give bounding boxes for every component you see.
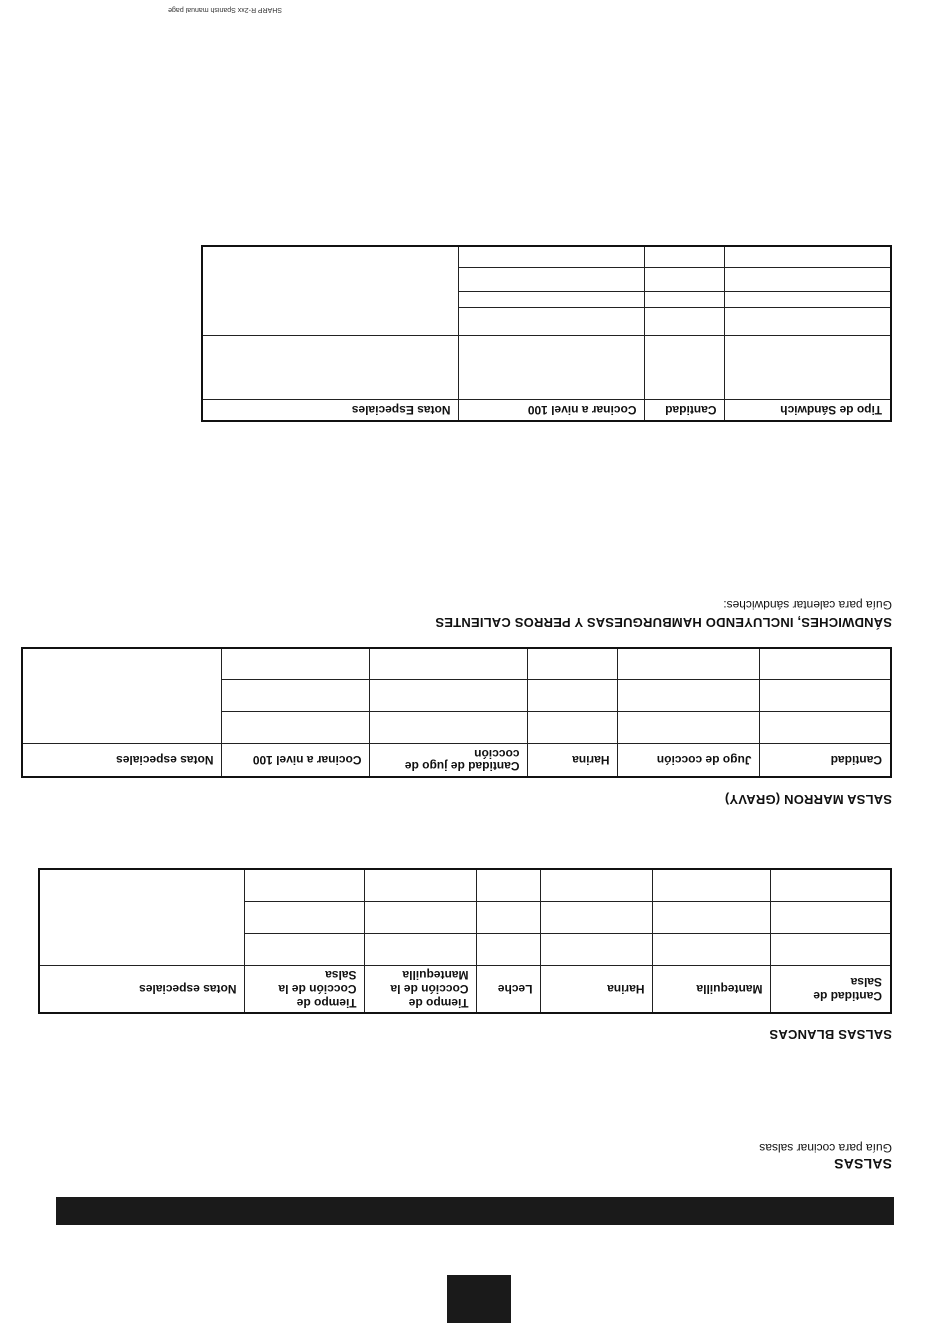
sandwiches-table (201, 245, 892, 422)
table-cell (618, 648, 760, 680)
col-header-tiempo-mantequilla: Tiempo de Cocción de la Mantequilla (365, 966, 477, 1014)
table-cell (365, 902, 477, 934)
col-header-tiempo-salsa: Tiempo de Cocción de la Salsa (245, 966, 365, 1014)
section-title-sandwiches: SÁNDWICHES, INCLUYENDO HAMBURGUESAS Y PERROS CALIENTES (435, 615, 892, 630)
notes-cell (202, 336, 459, 400)
salsa-marron-table (21, 647, 892, 778)
table-cell (459, 292, 645, 308)
table-row (202, 308, 891, 336)
col-header-leche: Leche (477, 966, 541, 1014)
col-header-harina: Harina (528, 744, 618, 777)
col-header-cantidad-jugo: Cantidad de jugo de cocción (370, 744, 528, 777)
table-cell (528, 712, 618, 744)
table-cell (725, 268, 891, 292)
table-cell (459, 246, 645, 268)
table-cell (653, 934, 771, 966)
table-cell (528, 648, 618, 680)
table-cell (477, 902, 541, 934)
col-header-cantidad-salsa: Cantidad de Salsa (771, 966, 891, 1014)
table-cell (653, 902, 771, 934)
header-bar (56, 1197, 894, 1225)
table-cell (760, 648, 891, 680)
table-cell (645, 246, 725, 268)
table-cell (725, 308, 891, 336)
col-header-jugo-coccion: Jugo de cocción (618, 744, 760, 777)
table-cell (541, 934, 653, 966)
table-header-row (202, 400, 891, 421)
notes-cell (202, 246, 459, 336)
table-cell (725, 336, 891, 400)
table-cell (459, 308, 645, 336)
table-cell (365, 934, 477, 966)
col-header-harina: Harina (541, 966, 653, 1014)
table-cell (725, 246, 891, 268)
col-header-tipo-sandwich: Tipo de Sándwich (725, 400, 891, 421)
table-cell (370, 680, 528, 712)
table-cell (653, 870, 771, 902)
col-header-cantidad: Cantidad (760, 744, 891, 777)
table-cell (245, 934, 365, 966)
table-row (39, 934, 891, 966)
section-subtitle-salsas: Guía para cocinar salsas (759, 1141, 892, 1155)
footer-text: SHARP R-2xx Spanish manual page (168, 6, 282, 13)
table-cell (528, 680, 618, 712)
table-row (22, 712, 891, 744)
table-header-row (22, 744, 891, 777)
table-cell (760, 680, 891, 712)
col-header-notas: Notas especiales (39, 966, 245, 1014)
col-header-notas: Notas especiales (22, 744, 222, 777)
notes-cell (39, 870, 245, 966)
table-title-salsa-marron: SALSA MARRON (GRAVY) (724, 792, 892, 807)
table-cell (771, 870, 891, 902)
table-cell (370, 712, 528, 744)
col-header-cantidad: Cantidad (645, 400, 725, 421)
table-cell (370, 648, 528, 680)
col-header-cocinar-nivel: Cocinar a nivel 100 (459, 400, 645, 421)
table-cell (222, 680, 370, 712)
section-subtitle-sandwiches: Guía para calentar sándwiches: (723, 598, 892, 612)
table-cell (645, 292, 725, 308)
table-cell (725, 292, 891, 308)
section-title-salsas: SALSAS (834, 1156, 892, 1172)
notes-cell (22, 648, 222, 744)
table-cell (222, 648, 370, 680)
table-cell (645, 336, 725, 400)
page-number-tab (447, 1275, 511, 1323)
col-header-notas: Notas Especiales (202, 400, 459, 421)
salsas-blancas-table (38, 869, 892, 1015)
table-cell (459, 336, 645, 400)
table-cell (645, 308, 725, 336)
table-cell (541, 902, 653, 934)
table-cell (618, 712, 760, 744)
table-cell (459, 268, 645, 292)
table-cell (760, 712, 891, 744)
table-cell (245, 870, 365, 902)
col-header-cocinar-nivel: Cocinar a nivel 100 (222, 744, 370, 777)
table-cell (771, 934, 891, 966)
table-title-salsas-blancas: SALSAS BLANCAS (769, 1027, 892, 1042)
table-cell (645, 268, 725, 292)
table-cell (245, 902, 365, 934)
table-row (202, 336, 891, 400)
table-cell (477, 870, 541, 902)
col-header-mantequilla: Mantequilla (653, 966, 771, 1014)
table-cell (365, 870, 477, 902)
table-cell (222, 712, 370, 744)
table-cell (541, 870, 653, 902)
table-cell (771, 902, 891, 934)
table-cell (618, 680, 760, 712)
table-cell (477, 934, 541, 966)
table-header-row (39, 966, 891, 1014)
